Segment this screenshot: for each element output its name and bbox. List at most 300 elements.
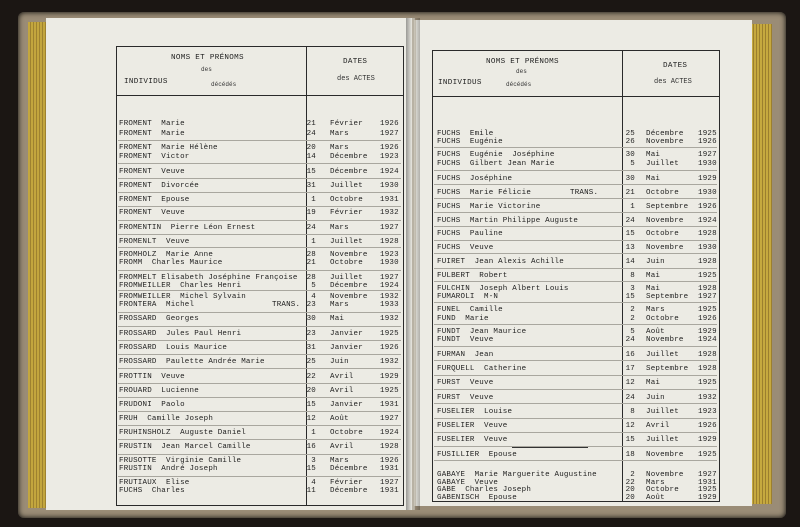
entry-day: 11 xyxy=(306,487,316,495)
entry-month: Février xyxy=(330,479,363,487)
entry-day: 12 xyxy=(306,415,316,423)
entry-year: 1926 xyxy=(698,422,717,430)
entry-name: FUCHS Charles xyxy=(119,487,185,495)
entry-month: Juillet xyxy=(330,182,363,190)
entry-day: 22 xyxy=(306,373,316,381)
entry-month: Juillet xyxy=(646,408,679,416)
entry-month: Novembre xyxy=(646,471,684,479)
book-gutter xyxy=(406,18,420,510)
entry-year: 1927 xyxy=(380,130,399,138)
entry-name: FUNDT Jean Maurice xyxy=(437,328,527,336)
entry-name: FROMENT Veuve xyxy=(119,168,185,176)
entry-name: GABAYE Veuve xyxy=(437,479,499,487)
entry-name: FRUSTIN André Joseph xyxy=(119,465,218,473)
entry-year: 1924 xyxy=(698,336,717,344)
entry-day: 2 xyxy=(630,315,635,323)
row-guide-line xyxy=(434,240,717,241)
entry-month: Avril xyxy=(646,422,670,430)
entry-name: FRUTIAUX Elise xyxy=(119,479,190,487)
entry-month: Novembre xyxy=(646,244,684,252)
entry-day: 24 xyxy=(306,130,316,138)
entry-name: FUCHS Joséphine xyxy=(437,175,513,183)
row-guide-line xyxy=(434,460,717,461)
entry-name: FUCHS Veuve xyxy=(437,244,494,252)
entry-day: 23 xyxy=(306,301,316,309)
entry-year: 1928 xyxy=(698,230,717,238)
row-guide-line xyxy=(118,290,401,291)
entry-month: Décembre xyxy=(330,487,368,495)
entry-day: 15 xyxy=(306,168,316,176)
row-guide-line xyxy=(434,302,717,303)
entry-name: GABE Charles Joseph xyxy=(437,486,532,494)
row-guide-line xyxy=(434,346,717,347)
entry-year: 1931 xyxy=(380,487,399,495)
entry-name: FUSILLIER Epouse xyxy=(437,451,517,459)
row-guide-line xyxy=(118,234,401,235)
entry-month: Janvier xyxy=(330,344,363,352)
row-guide-line xyxy=(434,375,717,376)
row-guide-line xyxy=(434,198,717,199)
entry-year: 1931 xyxy=(380,465,399,473)
row-guide-line xyxy=(434,432,717,433)
entry-year: 1925 xyxy=(698,272,717,280)
entry-day: 20 xyxy=(625,494,635,502)
column-header-des: des xyxy=(516,68,527,75)
row-guide-line xyxy=(434,253,717,254)
column-header-names: NOMS ET PRÉNOMS xyxy=(486,58,559,66)
entry-month: Mai xyxy=(646,151,661,159)
row-guide-line xyxy=(118,354,401,355)
row-guide-line xyxy=(118,368,401,369)
entry-year: 1926 xyxy=(380,344,399,352)
entry-year: 1932 xyxy=(380,293,399,301)
entry-month: Octobre xyxy=(330,429,363,437)
entry-day: 4 xyxy=(311,479,316,487)
entry-name: FRUH Camille Joseph xyxy=(119,415,214,423)
entry-day: 25 xyxy=(306,358,316,366)
column-header-names: NOMS ET PRÉNOMS xyxy=(171,54,244,62)
row-guide-line xyxy=(118,270,401,271)
entry-day: 5 xyxy=(630,328,635,336)
entry-month: Août xyxy=(646,494,665,502)
entry-day: 31 xyxy=(306,344,316,352)
row-guide-line xyxy=(118,411,401,412)
row-guide-line xyxy=(118,247,401,248)
entry-year: 1923 xyxy=(380,251,399,259)
column-header-decedes: décédés xyxy=(506,81,532,88)
entry-name: FUCHS Emile xyxy=(437,130,494,138)
entry-name: FRUDONI Paolo xyxy=(119,401,185,409)
entry-month: Décembre xyxy=(646,130,684,138)
entry-day: 3 xyxy=(630,285,635,293)
column-header-dates: DATES xyxy=(343,58,368,66)
entry-year: 1926 xyxy=(698,315,717,323)
entry-year: 1927 xyxy=(698,471,717,479)
entry-month: Juillet xyxy=(646,351,679,359)
entry-year: 1931 xyxy=(380,196,399,204)
entry-day: 8 xyxy=(630,408,635,416)
entry-name: FROMENT Marie xyxy=(119,120,185,128)
entry-day: 20 xyxy=(306,144,316,152)
entry-year: 1930 xyxy=(698,189,717,197)
entry-day: 14 xyxy=(625,258,635,266)
entry-name: FURST Veuve xyxy=(437,379,494,387)
entry-month: Juin xyxy=(646,394,665,402)
entry-month: Février xyxy=(330,120,363,128)
header-divider xyxy=(116,95,403,96)
entry-month: Janvier xyxy=(330,330,363,338)
row-guide-line xyxy=(118,140,401,141)
row-guide-line xyxy=(434,281,717,282)
entry-name: FROMHOLZ Marie Anne xyxy=(119,251,214,259)
entry-day: 30 xyxy=(306,315,316,323)
entry-year: 1928 xyxy=(698,258,717,266)
row-guide-line xyxy=(434,324,717,325)
entry-year: 1924 xyxy=(380,282,399,290)
entry-month: Octobre xyxy=(330,196,363,204)
entry-day: 12 xyxy=(625,422,635,430)
entry-month: Juillet xyxy=(330,238,363,246)
entry-month: Décembre xyxy=(330,168,368,176)
entry-day: 1 xyxy=(311,238,316,246)
entry-year: 1927 xyxy=(698,293,717,301)
entry-year: 1925 xyxy=(698,379,717,387)
entry-month: Février xyxy=(330,209,363,217)
entry-year: 1926 xyxy=(380,144,399,152)
entry-year: 1930 xyxy=(380,182,399,190)
entry-name: FROMENTIN Pierre Léon Ernest xyxy=(119,224,256,232)
entry-name: FUCHS Marie Victorine xyxy=(437,203,541,211)
header-divider xyxy=(432,96,719,97)
entry-month: Octobre xyxy=(330,259,363,267)
entry-year: 1926 xyxy=(380,457,399,465)
entry-year: 1931 xyxy=(380,401,399,409)
entry-day: 25 xyxy=(625,130,635,138)
row-guide-line xyxy=(434,147,717,148)
row-guide-line xyxy=(118,397,401,398)
entry-name: FROMENLT Veuve xyxy=(119,238,190,246)
entry-month: Novembre xyxy=(646,451,684,459)
row-guide-line xyxy=(434,418,717,419)
entry-year: 1932 xyxy=(380,209,399,217)
entry-year: 1925 xyxy=(698,451,717,459)
entry-month: Mars xyxy=(330,144,349,152)
entry-day: 24 xyxy=(625,217,635,225)
entry-day: 24 xyxy=(306,224,316,232)
entry-day: 28 xyxy=(306,251,316,259)
entry-month: Avril xyxy=(330,387,354,395)
entry-name: FRONTERA Michel xyxy=(119,301,195,309)
entry-month: Septembre xyxy=(646,365,689,373)
entry-year: 1927 xyxy=(698,151,717,159)
entry-year: 1928 xyxy=(698,285,717,293)
entry-month: Mai xyxy=(330,315,345,323)
row-guide-line xyxy=(118,454,401,455)
entry-month: Juillet xyxy=(646,436,679,444)
entry-day: 21 xyxy=(306,120,316,128)
left-page xyxy=(46,18,415,510)
entry-name: FROMENT Marie Hélène xyxy=(119,144,218,152)
row-guide-line xyxy=(434,170,717,171)
entry-name: FUND Marie xyxy=(437,315,489,323)
entry-month: Août xyxy=(646,328,665,336)
entry-day: 15 xyxy=(625,436,635,444)
entry-month: Mai xyxy=(646,285,661,293)
entry-month: Mai xyxy=(646,379,661,387)
row-guide-line xyxy=(434,268,717,269)
entry-year: 1928 xyxy=(380,443,399,451)
entry-day: 13 xyxy=(625,244,635,252)
entry-day: 22 xyxy=(625,479,635,487)
column-header-des-actes: des ACTES xyxy=(654,78,692,86)
entry-name: FUCHS Pauline xyxy=(437,230,503,238)
entry-year: 1924 xyxy=(380,168,399,176)
entry-name: FUIRET Jean Alexis Achille xyxy=(437,258,564,266)
entry-year: 1925 xyxy=(698,486,717,494)
entry-month: Avril xyxy=(330,373,354,381)
entry-year: 1925 xyxy=(380,330,399,338)
entry-name: FROMENT Veuve xyxy=(119,209,185,217)
entry-month: Novembre xyxy=(646,138,684,146)
entry-name: FUCHS Martin Philippe Auguste xyxy=(437,217,579,225)
entry-day: 15 xyxy=(306,465,316,473)
entry-month: Avril xyxy=(330,443,354,451)
entry-month: Novembre xyxy=(646,336,684,344)
entry-name: FUSELIER Veuve xyxy=(437,422,508,430)
entry-name: GABENISCH Epouse xyxy=(437,494,517,502)
entry-year: 1927 xyxy=(380,224,399,232)
row-guide-line xyxy=(118,192,401,193)
entry-name: FROMENT Epouse xyxy=(119,196,190,204)
entry-name: FUCHS Eugénie Joséphine xyxy=(437,151,555,159)
entry-day: 4 xyxy=(311,293,316,301)
row-guide-line xyxy=(118,425,401,426)
entry-day: 26 xyxy=(625,138,635,146)
entry-year: 1932 xyxy=(380,315,399,323)
entry-name: FROSSARD Paulette Andrée Marie xyxy=(119,358,265,366)
entry-year: 1932 xyxy=(380,358,399,366)
row-guide-line xyxy=(118,340,401,341)
entry-month: Décembre xyxy=(330,465,368,473)
entry-day: 21 xyxy=(306,259,316,267)
row-guide-line xyxy=(434,446,717,447)
entry-month: Octobre xyxy=(646,189,679,197)
entry-name: FROSSARD Louis Maurice xyxy=(119,344,228,352)
entry-name: FULCHIN Joseph Albert Louis xyxy=(437,285,569,293)
entry-day: 3 xyxy=(311,457,316,465)
entry-year: 1927 xyxy=(380,415,399,423)
row-guide-line xyxy=(118,206,401,207)
entry-month: Mars xyxy=(646,306,665,314)
entry-year: 1931 xyxy=(698,479,717,487)
entry-name: GABAYE Marie Marguerite Augustine xyxy=(437,471,597,479)
entry-name: FULBERT Robert xyxy=(437,272,508,280)
entry-year: 1927 xyxy=(380,479,399,487)
entry-trans: TRANS. xyxy=(570,189,599,197)
entry-day: 20 xyxy=(306,387,316,395)
column-header-dates: DATES xyxy=(663,62,688,70)
entry-day: 28 xyxy=(306,274,316,282)
entry-name: FUSELIER Louise xyxy=(437,408,513,416)
entry-day: 15 xyxy=(625,230,635,238)
entry-month: Novembre xyxy=(330,293,368,301)
entry-day: 24 xyxy=(625,394,635,402)
column-header-individus: INDIVIDUS xyxy=(124,78,168,86)
entry-month: Octobre xyxy=(646,486,679,494)
entry-day: 14 xyxy=(306,153,316,161)
entry-year: 1927 xyxy=(380,274,399,282)
entry-year: 1933 xyxy=(380,301,399,309)
row-guide-line xyxy=(118,476,401,477)
entry-day: 16 xyxy=(306,443,316,451)
row-guide-line xyxy=(434,389,717,390)
entry-name: FURMAN Jean xyxy=(437,351,494,359)
entry-day: 18 xyxy=(625,451,635,459)
entry-year: 1925 xyxy=(380,387,399,395)
entry-month: Octobre xyxy=(646,315,679,323)
entry-month: Décembre xyxy=(330,282,368,290)
entry-year: 1926 xyxy=(380,120,399,128)
entry-month: Mars xyxy=(330,301,349,309)
entry-day: 30 xyxy=(625,175,635,183)
entry-day: 2 xyxy=(630,306,635,314)
entry-month: Septembre xyxy=(646,203,689,211)
entry-month: Mars xyxy=(330,457,349,465)
row-guide-line xyxy=(434,212,717,213)
row-guide-line xyxy=(118,178,401,179)
entry-name: FRUSOTTE Virginie Camille xyxy=(119,457,242,465)
entry-name: FUMAROLI M-N xyxy=(437,293,499,301)
entry-month: Juillet xyxy=(646,160,679,168)
row-guide-line xyxy=(118,439,401,440)
entry-name: FROMWEILLER Michel Sylvain xyxy=(119,293,246,301)
entry-name: FROTTIN Veuve xyxy=(119,373,185,381)
entry-day: 12 xyxy=(625,379,635,387)
entry-day: 5 xyxy=(311,282,316,290)
entry-day: 1 xyxy=(311,429,316,437)
entry-day: 8 xyxy=(630,272,635,280)
right-page xyxy=(414,20,752,506)
entry-day: 31 xyxy=(306,182,316,190)
entry-year: 1923 xyxy=(380,153,399,161)
row-guide-line xyxy=(434,226,717,227)
entry-month: Octobre xyxy=(646,230,679,238)
entry-month: Décembre xyxy=(330,153,368,161)
entry-year: 1929 xyxy=(698,175,717,183)
row-guide-line xyxy=(118,312,401,313)
entry-name: FRUHINSHOLZ Auguste Daniel xyxy=(119,429,246,437)
entry-month: Mars xyxy=(330,224,349,232)
entry-month: Janvier xyxy=(330,401,363,409)
entry-year: 1929 xyxy=(380,373,399,381)
entry-name: FUNEL Camille xyxy=(437,306,503,314)
entry-year: 1924 xyxy=(698,217,717,225)
row-guide-line xyxy=(118,326,401,327)
entry-name: FROMMELT Elisabeth Joséphine Françoise xyxy=(119,274,298,282)
entry-day: 16 xyxy=(625,351,635,359)
column-header-decedes: décédés xyxy=(211,81,237,88)
entry-year: 1929 xyxy=(698,436,717,444)
row-guide-line xyxy=(118,383,401,384)
entry-name: FROMENT Victor xyxy=(119,153,190,161)
entry-day: 15 xyxy=(306,401,316,409)
entry-year: 1926 xyxy=(698,138,717,146)
page-edges-left xyxy=(28,22,48,508)
entry-day: 17 xyxy=(625,365,635,373)
entry-name: FROMM Charles Maurice xyxy=(119,259,223,267)
entry-name: FROSSARD Georges xyxy=(119,315,199,323)
entry-name: FUCHS Marie Félicie xyxy=(437,189,532,197)
entry-day: 19 xyxy=(306,209,316,217)
entry-day: 23 xyxy=(306,330,316,338)
entry-year: 1930 xyxy=(698,244,717,252)
entry-year: 1928 xyxy=(698,351,717,359)
entry-name: FUCHS Eugénie xyxy=(437,138,503,146)
entry-name: FROMWEILLER Charles Henri xyxy=(119,282,242,290)
row-guide-line xyxy=(434,403,717,404)
entry-year: 1930 xyxy=(698,160,717,168)
entry-day: 2 xyxy=(630,471,635,479)
entry-month: Mars xyxy=(646,479,665,487)
entry-name: FROMENT Marie xyxy=(119,130,185,138)
entry-name: FUNDT Veuve xyxy=(437,336,494,344)
entry-year: 1925 xyxy=(698,130,717,138)
entry-name: FRUSTIN Jean Marcel Camille xyxy=(119,443,251,451)
row-guide-line xyxy=(434,184,717,185)
entry-year: 1930 xyxy=(380,259,399,267)
entry-name: FURQUELL Catherine xyxy=(437,365,527,373)
entry-year: 1928 xyxy=(380,238,399,246)
entry-year: 1925 xyxy=(698,306,717,314)
entry-year: 1926 xyxy=(698,203,717,211)
entry-year: 1929 xyxy=(698,494,717,502)
entry-month: Juin xyxy=(646,258,665,266)
entry-month: Juin xyxy=(330,358,349,366)
entry-name: FROSSARD Jules Paul Henri xyxy=(119,330,242,338)
column-header-des: des xyxy=(201,66,212,73)
entry-day: 5 xyxy=(630,160,635,168)
row-guide-line xyxy=(434,360,717,361)
entry-year: 1923 xyxy=(698,408,717,416)
entry-name: FUSELIER Veuve xyxy=(437,436,508,444)
entry-name: FROUARD Lucienne xyxy=(119,387,199,395)
section-separator xyxy=(512,447,588,448)
entry-year: 1932 xyxy=(698,394,717,402)
entry-name: FUCHS Gilbert Jean Marie xyxy=(437,160,555,168)
entry-day: 24 xyxy=(625,336,635,344)
entry-year: 1928 xyxy=(698,365,717,373)
row-guide-line xyxy=(118,220,401,221)
entry-month: Septembre xyxy=(646,293,689,301)
entry-day: 15 xyxy=(625,293,635,301)
entry-name: FURST Veuve xyxy=(437,394,494,402)
entry-day: 1 xyxy=(311,196,316,204)
entry-day: 21 xyxy=(625,189,635,197)
entry-day: 20 xyxy=(625,486,635,494)
entry-day: 30 xyxy=(625,151,635,159)
entry-month: Mai xyxy=(646,175,661,183)
entry-year: 1924 xyxy=(380,429,399,437)
entry-day: 1 xyxy=(630,203,635,211)
column-header-des-actes: des ACTES xyxy=(337,75,375,83)
entry-month: Novembre xyxy=(646,217,684,225)
row-guide-line xyxy=(118,163,401,164)
entry-month: Novembre xyxy=(330,251,368,259)
entry-name: FROMENT Divorcée xyxy=(119,182,199,190)
entry-year: 1929 xyxy=(698,328,717,336)
entry-trans: TRANS. xyxy=(272,301,301,309)
column-header-individus: INDIVIDUS xyxy=(438,79,482,87)
